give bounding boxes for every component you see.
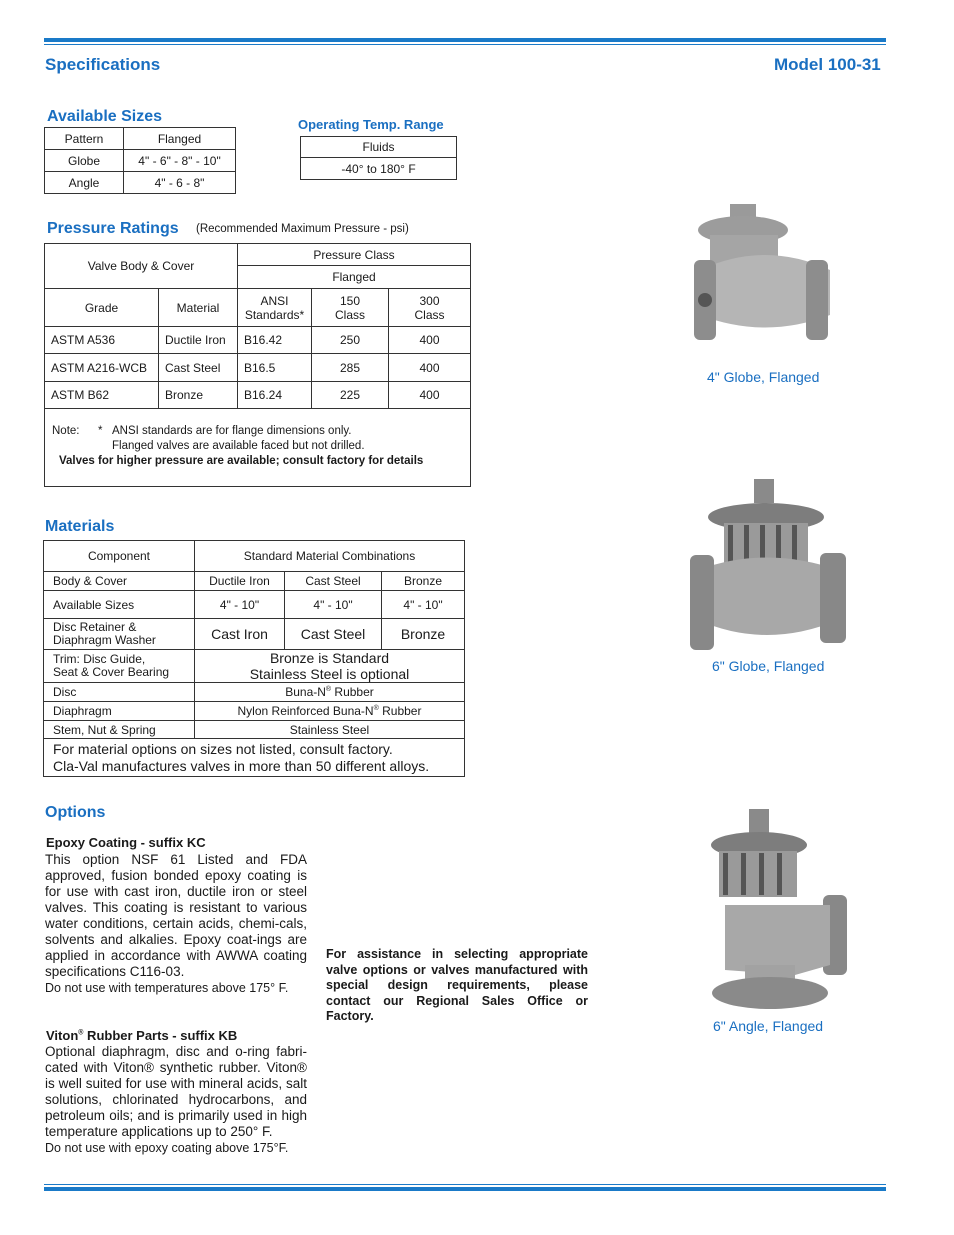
- table-cell: Angle: [45, 172, 124, 194]
- viton-warning: Do not use with epoxy coating above 175°F.: [45, 1141, 289, 1155]
- table-cell: Ductile Iron: [159, 327, 238, 354]
- diaphragm-material-suffix: Rubber: [382, 704, 422, 718]
- viton-title: [46, 1028, 237, 1043]
- table-cell: Ductile Iron: [195, 572, 285, 591]
- temp-range-table: [300, 136, 457, 180]
- table-cell: 225: [312, 382, 389, 409]
- table-header: Material: [159, 289, 238, 327]
- page-title: Specifications: [45, 55, 161, 74]
- table-cell: Stainless Steel: [195, 721, 465, 739]
- diaphragm-material: Nylon Reinforced Buna-N: [237, 704, 374, 718]
- table-cell: ASTM B62: [45, 382, 159, 409]
- table-cell: Cast Steel: [285, 619, 382, 650]
- note-label: Note:: [52, 425, 80, 437]
- table-header: Pattern: [45, 128, 124, 150]
- table-row: [45, 354, 471, 382]
- registered-mark: ®: [373, 705, 379, 712]
- temp-range-heading: Operating Temp. Range: [298, 117, 444, 132]
- pressure-ratings-table: [44, 243, 471, 487]
- table-cell: Bronze: [382, 572, 465, 591]
- angle-valve-6in-image: [705, 805, 850, 1015]
- disc-material: Buna-N: [285, 685, 326, 699]
- bottom-rule-thin: [44, 1184, 886, 1185]
- table-header: Flanged: [238, 266, 471, 289]
- assistance-text: For assistance in selecting appropriate valve options or valves manufactured with special design requirements, please contact our Regional Sales Office or Factory.: [326, 947, 588, 1023]
- table-cell: 250: [312, 327, 389, 354]
- note-line-2: Flanged valves are available faced but not drilled.: [112, 440, 365, 452]
- epoxy-body: [45, 852, 307, 996]
- caption-6in-globe: 6" Globe, Flanged: [712, 658, 825, 674]
- note-line-1: ANSI standards are for flange dimensions only.: [112, 425, 352, 437]
- table-cell: Cast Steel: [159, 354, 238, 382]
- table-cell: Body & Cover: [44, 572, 195, 591]
- table-cell: 4" - 6" - 8" - 10": [124, 150, 236, 172]
- registered-mark: ®: [78, 1029, 84, 1037]
- table-header: Standard Material Combinations: [195, 541, 465, 572]
- table-cell: -40° to 180° F: [301, 158, 457, 180]
- table-cell: ASTM A536: [45, 327, 159, 354]
- table-cell: Trim: Disc Guide, Seat & Cover Bearing: [44, 650, 195, 683]
- table-row: [44, 619, 465, 650]
- table-header: 150 Class: [312, 289, 389, 327]
- note-star: *: [98, 425, 103, 437]
- table-row: [44, 591, 465, 619]
- table-cell: [195, 702, 465, 721]
- table-cell: 4" - 10": [285, 591, 382, 619]
- epoxy-warning: Do not use with temperatures above 175° F.: [45, 981, 289, 995]
- table-row: [45, 327, 471, 354]
- available-sizes-heading: Available Sizes: [47, 108, 163, 125]
- table-header: 300 Class: [389, 289, 471, 327]
- viton-description: Optional diaphragm, disc and o-ring fabri-cated with Viton® synthetic rubber. Viton® is well suited for use with mineral acids, salt solutions, chlorinated hydrocarbons, and petroleum oils; and is primarily used in high temperature applications up to 250° F.: [45, 1044, 307, 1139]
- table-cell: ASTM A216-WCB: [45, 354, 159, 382]
- table-cell: Available Sizes: [44, 591, 195, 619]
- table-cell: Disc: [44, 683, 195, 702]
- table-cell: 285: [312, 354, 389, 382]
- table-cell: 400: [389, 354, 471, 382]
- table-cell: B16.42: [238, 327, 312, 354]
- table-cell: [195, 650, 465, 683]
- table-header: Pressure Class: [238, 244, 471, 266]
- table-cell: 4" - 6 - 8": [124, 172, 236, 194]
- caption-4in-globe: 4" Globe, Flanged: [707, 369, 820, 385]
- table-header: Grade: [45, 289, 159, 327]
- top-rule-thin: [44, 44, 886, 45]
- table-cell: Cast Steel: [285, 572, 382, 591]
- table-cell: Disc Retainer & Diaphragm Washer: [44, 619, 195, 650]
- options-heading: Options: [45, 804, 106, 821]
- epoxy-title: Epoxy Coating - suffix KC: [46, 835, 206, 850]
- caption-6in-angle: 6" Angle, Flanged: [713, 1018, 824, 1034]
- table-cell: 400: [389, 382, 471, 409]
- table-header: Component: [44, 541, 195, 572]
- table-cell: [195, 683, 465, 702]
- table-cell: Bronze: [159, 382, 238, 409]
- table-row: [44, 650, 465, 683]
- epoxy-description: This option NSF 61 Listed and FDA approved, fusion bonded epoxy coating is for use with cast iron, ductile iron or steel valves. This coating is resistant to various water conditions, certain acids, chemi-cals, solvents and alkalies. Epoxy coat-ings are applied in accordance with AWWA coating specifications C116-03.: [45, 852, 307, 979]
- materials-heading: Materials: [45, 518, 115, 535]
- pressure-note: [45, 409, 471, 487]
- table-cell: 4" - 10": [382, 591, 465, 619]
- table-cell: 4" - 10": [195, 591, 285, 619]
- pressure-ratings-heading: Pressure Ratings: [47, 220, 179, 237]
- table-cell: Globe: [45, 150, 124, 172]
- available-sizes-table: [44, 127, 236, 194]
- pressure-ratings-subtitle: (Recommended Maximum Pressure - psi): [196, 223, 409, 235]
- trim-optional: Stainless Steel is optional: [249, 666, 410, 682]
- table-cell: B16.24: [238, 382, 312, 409]
- table-row: [44, 572, 465, 591]
- table-cell: Cast Iron: [195, 619, 285, 650]
- viton-name: Viton: [46, 1028, 79, 1043]
- table-cell: Bronze: [382, 619, 465, 650]
- table-cell: Stem, Nut & Spring: [44, 721, 195, 739]
- materials-footnote: [44, 739, 465, 777]
- model-number: Model 100-31: [774, 55, 881, 74]
- table-row: [45, 382, 471, 409]
- viton-body: [45, 1044, 307, 1156]
- table-header: Valve Body & Cover: [45, 244, 238, 289]
- globe-valve-4in-image: [690, 200, 840, 350]
- table-cell: Diaphragm: [44, 702, 195, 721]
- top-rule: [44, 38, 886, 42]
- registered-mark: ®: [325, 686, 332, 693]
- note-line-3: Valves for higher pressure are available; consult factory for details: [59, 455, 424, 467]
- materials-table: [43, 540, 465, 777]
- table-header: Flanged: [124, 128, 236, 150]
- table-row: [44, 721, 465, 739]
- table-header: ANSI Standards*: [238, 289, 312, 327]
- viton-suffix: Rubber Parts - suffix KB: [83, 1028, 238, 1043]
- table-cell: 400: [389, 327, 471, 354]
- materials-foot-2: Cla-Val manufactures valves in more than 50 different alloys.: [53, 757, 430, 774]
- table-row: [44, 683, 465, 702]
- disc-material-suffix: Rubber: [334, 685, 374, 699]
- trim-standard: Bronze is Standard: [269, 650, 390, 666]
- globe-valve-6in-image: [688, 475, 848, 655]
- table-row: [44, 702, 465, 721]
- table-header: Fluids: [301, 137, 457, 158]
- bottom-rule: [44, 1187, 886, 1191]
- materials-foot-1: For material options on sizes not listed, consult factory.: [53, 740, 393, 757]
- table-cell: B16.5: [238, 354, 312, 382]
